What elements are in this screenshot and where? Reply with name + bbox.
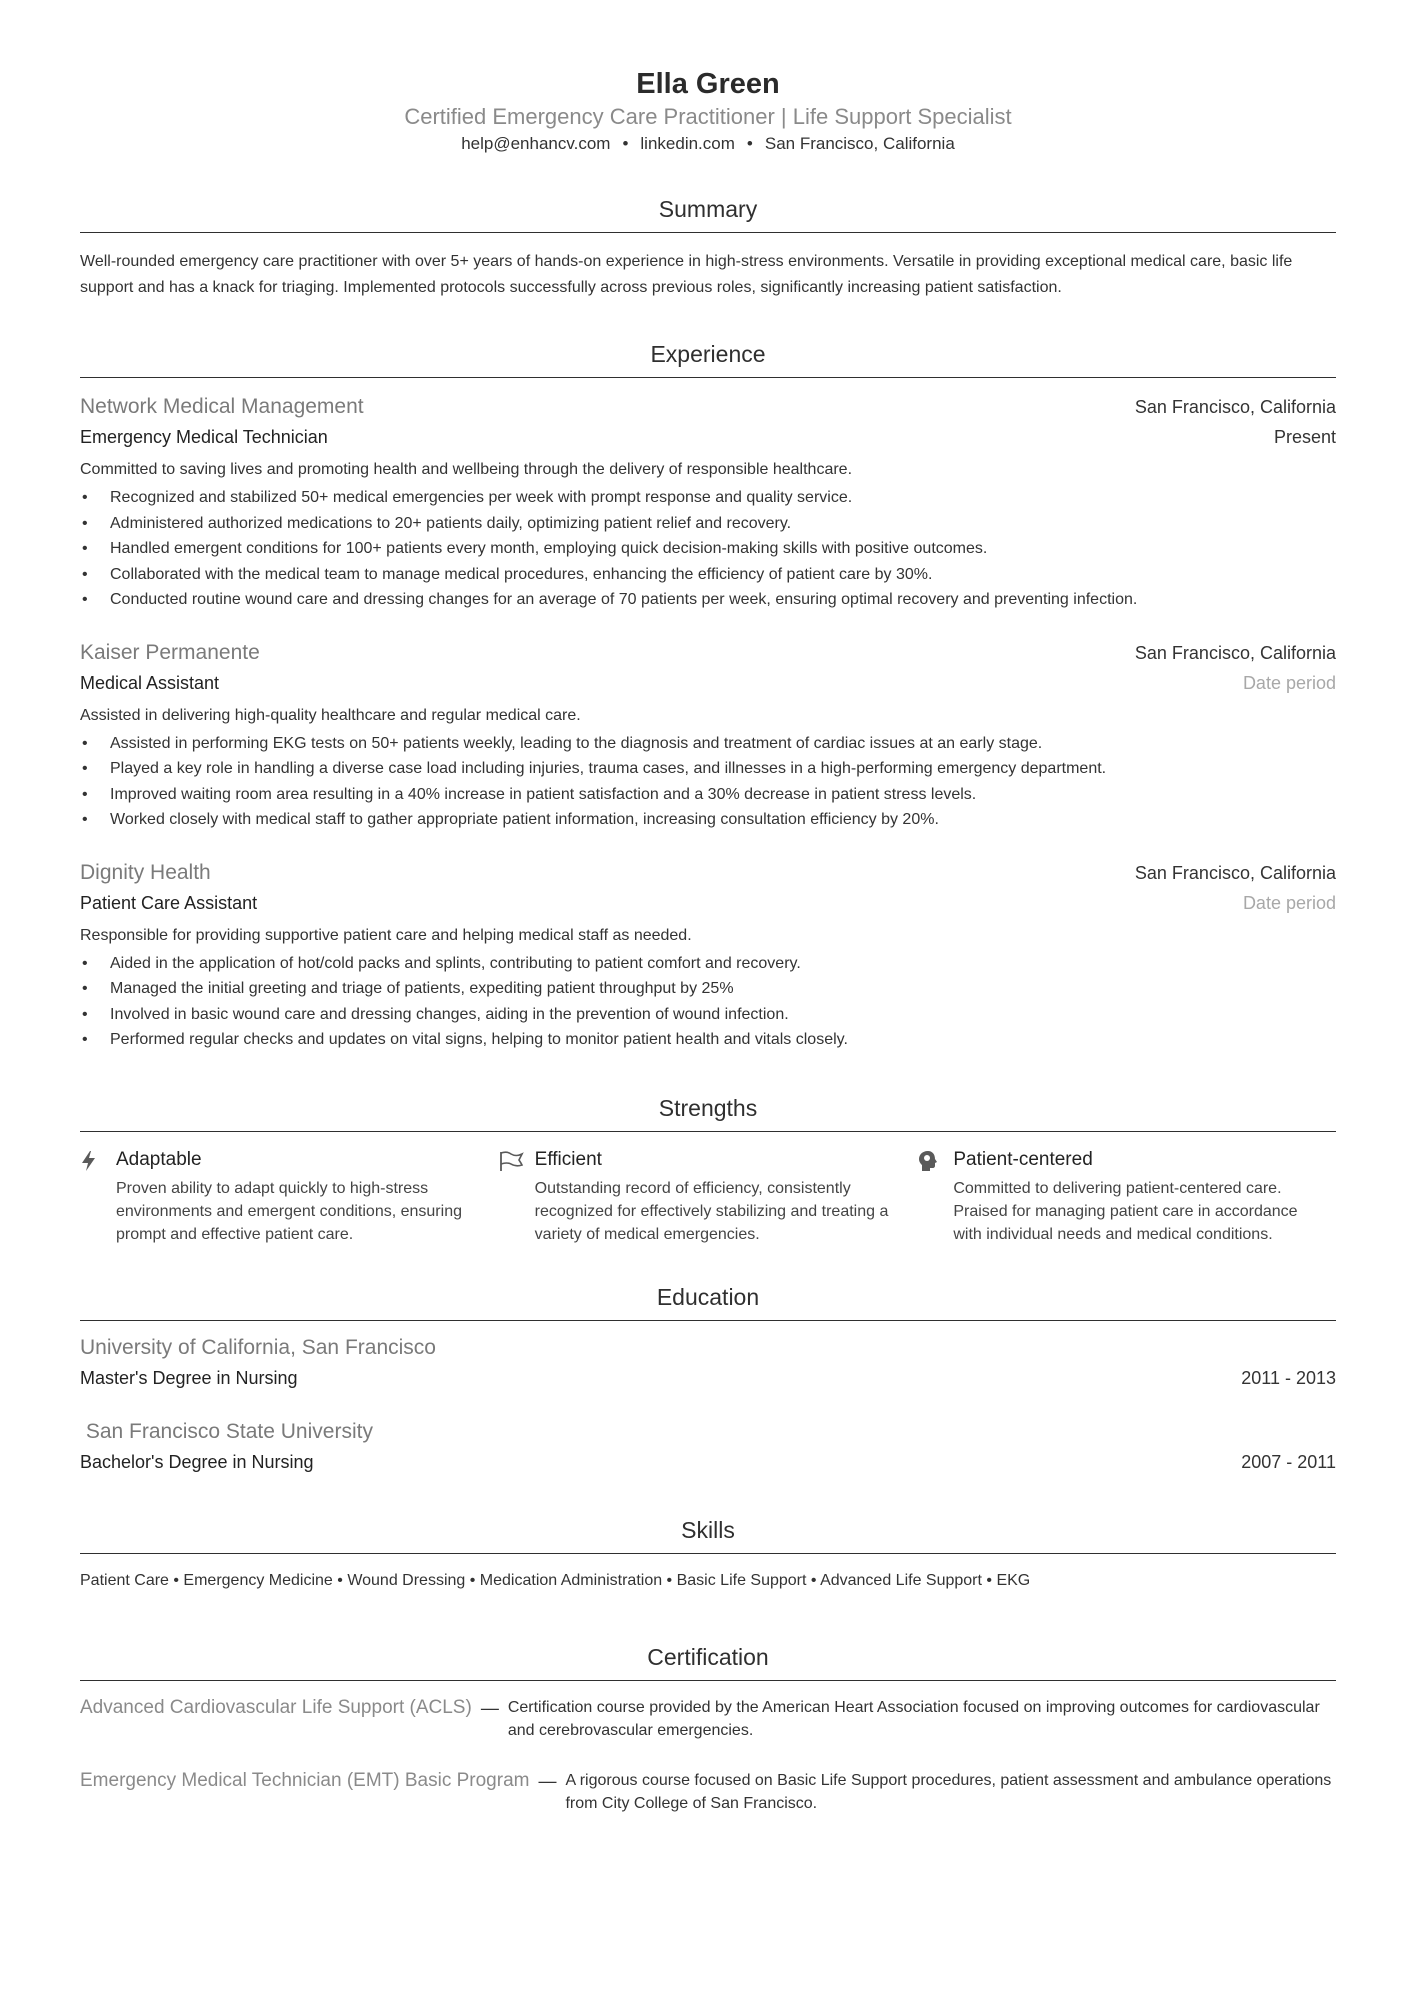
job-bullets xyxy=(80,485,1336,613)
job-period: Present xyxy=(1273,427,1336,447)
contact-separator: • xyxy=(746,134,753,153)
lightning-icon xyxy=(80,1146,116,1172)
strength-title: Efficient xyxy=(534,1148,602,1170)
company-name: Kaiser Permanente xyxy=(80,640,260,664)
list-item: • Performed regular checks and updates on vital signs, helping to monitor patient health and vitals closely. xyxy=(80,1027,1336,1053)
strengths-grid xyxy=(80,1146,1336,1246)
degree: Master's Degree in Nursing xyxy=(80,1367,298,1388)
list-item: • Administered authorized medications to 20+ patients daily, optimizing patient relief and recovery. xyxy=(80,511,1336,537)
contact-line xyxy=(80,132,1336,156)
job-location: San Francisco, California xyxy=(1134,862,1336,883)
strength-item xyxy=(917,1146,1336,1246)
section-title-education: Education xyxy=(80,1282,1336,1321)
strength-title: Adaptable xyxy=(116,1148,202,1170)
certification-entry xyxy=(80,1695,1336,1742)
degree: Bachelor's Degree in Nursing xyxy=(80,1451,314,1472)
contact-separator: • xyxy=(622,134,629,153)
skills-list: Patient Care • Emergency Medicine • Wound Dressing • Medication Administration • Basic Life Support • Advanced Life Support • EKG xyxy=(80,1571,1031,1589)
resume-page xyxy=(80,0,1336,1995)
strength-description: Committed to delivering patient-centered care. Praised for managing patient care in accordance with individual needs and medical conditions. xyxy=(953,1179,1298,1243)
certification-name: Emergency Medical Technician (EMT) Basic Program xyxy=(80,1769,530,1791)
certification-description: Certification course provided by the American Heart Association focused on improving outcomes for cardiovascular and cerebrovascular emergencies. xyxy=(507,1698,1320,1739)
list-item: • Aided in the application of hot/cold packs and splints, contributing to patient comfort and recovery. xyxy=(80,951,1336,977)
job-role: Medical Assistant xyxy=(80,672,220,693)
strength-title: Patient-centered xyxy=(953,1148,1093,1170)
job-period: Date period xyxy=(1242,892,1336,913)
list-item: • Worked closely with medical staff to gather appropriate patient information, increasing consultation efficiency by 20%. xyxy=(80,807,1336,833)
certification-name: Advanced Cardiovascular Life Support (ACLS) xyxy=(80,1696,472,1718)
flag-icon xyxy=(499,1146,535,1172)
school-name: San Francisco State University xyxy=(80,1419,373,1443)
experience-section xyxy=(80,339,1336,1053)
certification-dash: — xyxy=(538,1770,557,1791)
skills-section xyxy=(80,1515,1336,1594)
education-entry xyxy=(80,1417,1336,1477)
job-entry xyxy=(80,638,1336,833)
list-item: • Recognized and stabilized 50+ medical emergencies per week with prompt response and quality service. xyxy=(80,485,1336,511)
job-description: Committed to saving lives and promoting health and wellbeing through the delivery of responsible healthcare. xyxy=(80,461,853,478)
education-years: 2007 - 2011 xyxy=(1241,1451,1336,1472)
job-entry xyxy=(80,392,1336,613)
linkedin-link[interactable]: linkedin.com xyxy=(640,134,735,153)
company-name: Network Medical Management xyxy=(80,395,364,418)
email-link[interactable]: help@enhancv.com xyxy=(461,134,611,153)
section-title-strengths: Strengths xyxy=(80,1093,1336,1132)
location-text: San Francisco, California xyxy=(764,134,955,153)
list-item: • Improved waiting room area resulting in a 40% increase in patient satisfaction and a 30% decrease in patient stress levels. xyxy=(80,782,1336,808)
certification-description: A rigorous course focused on Basic Life Support procedures, patient assessment and ambulance operations from City College of San Francisco. xyxy=(565,1771,1332,1812)
list-item: • Collaborated with the medical team to manage medical procedures, enhancing the efficiency of patient care by 30%. xyxy=(80,562,1336,588)
education-section xyxy=(80,1282,1336,1477)
list-item: • Managed the initial greeting and triage of patients, expediting patient throughput by 25% xyxy=(80,976,1336,1002)
section-title-summary: Summary xyxy=(80,194,1336,233)
job-bullets xyxy=(80,951,1336,1053)
summary-text: Well-rounded emergency care practitioner with over 5+ years of hands-on experience in high-stress environments. Versatile in providing exceptional medical care, basic life support and has a knack for triaging. Implemented protocols successfully across previous roles, significantly increasing patient satisfaction. xyxy=(80,253,1293,296)
education-years: 2011 - 2013 xyxy=(1241,1367,1336,1388)
list-item: • Conducted routine wound care and dressing changes for an average of 70 patients per week, ensuring optimal recovery and preventing infection. xyxy=(80,587,1336,613)
job-description: Responsible for providing supportive patient care and helping medical staff as needed. xyxy=(80,926,692,944)
school-name: University of California, San Francisco xyxy=(80,1335,436,1359)
job-location: San Francisco, California xyxy=(1134,397,1336,417)
resume-header xyxy=(80,0,1336,156)
job-description: Assisted in delivering high-quality healthcare and regular medical care. xyxy=(80,706,581,724)
list-item: • Handled emergent conditions for 100+ patients every month, employing quick decision-making skills with positive outcomes. xyxy=(80,536,1336,562)
strength-item xyxy=(80,1146,499,1246)
strength-description: Proven ability to adapt quickly to high-stress environments and emergent conditions, ensuring prompt and effective patient care. xyxy=(116,1179,462,1243)
job-entry xyxy=(80,858,1336,1053)
job-role: Patient Care Assistant xyxy=(80,892,258,913)
list-item: • Played a key role in handling a diverse case load including injuries, trauma cases, and illnesses in a high-performing emergency department. xyxy=(80,756,1336,782)
section-title-skills: Skills xyxy=(80,1515,1336,1554)
summary-section xyxy=(80,194,1336,301)
company-name: Dignity Health xyxy=(80,860,211,884)
strengths-section xyxy=(80,1093,1336,1246)
certification-section xyxy=(80,1642,1336,1815)
job-role: Emergency Medical Technician xyxy=(80,427,328,447)
head-icon xyxy=(917,1146,953,1172)
section-title-experience: Experience xyxy=(80,339,1336,378)
strength-item xyxy=(499,1146,918,1246)
job-bullets xyxy=(80,731,1336,833)
certification-dash: — xyxy=(480,1697,499,1718)
job-location: San Francisco, California xyxy=(1134,642,1336,663)
section-title-certification: Certification xyxy=(80,1642,1336,1681)
strength-description: Outstanding record of efficiency, consistently recognized for effectively stabilizing and treating a variety of medical emergencies. xyxy=(534,1179,889,1243)
candidate-name: Ella Green xyxy=(636,68,780,100)
certification-entry xyxy=(80,1768,1336,1815)
list-item: • Assisted in performing EKG tests on 50+ patients weekly, leading to the diagnosis and treatment of cardiac issues at an early stage. xyxy=(80,731,1336,757)
job-period: Date period xyxy=(1242,672,1336,693)
candidate-title: Certified Emergency Care Practitioner | Life Support Specialist xyxy=(404,104,1012,129)
education-entry xyxy=(80,1333,1336,1393)
list-item: • Involved in basic wound care and dressing changes, aiding in the prevention of wound infection. xyxy=(80,1002,1336,1028)
